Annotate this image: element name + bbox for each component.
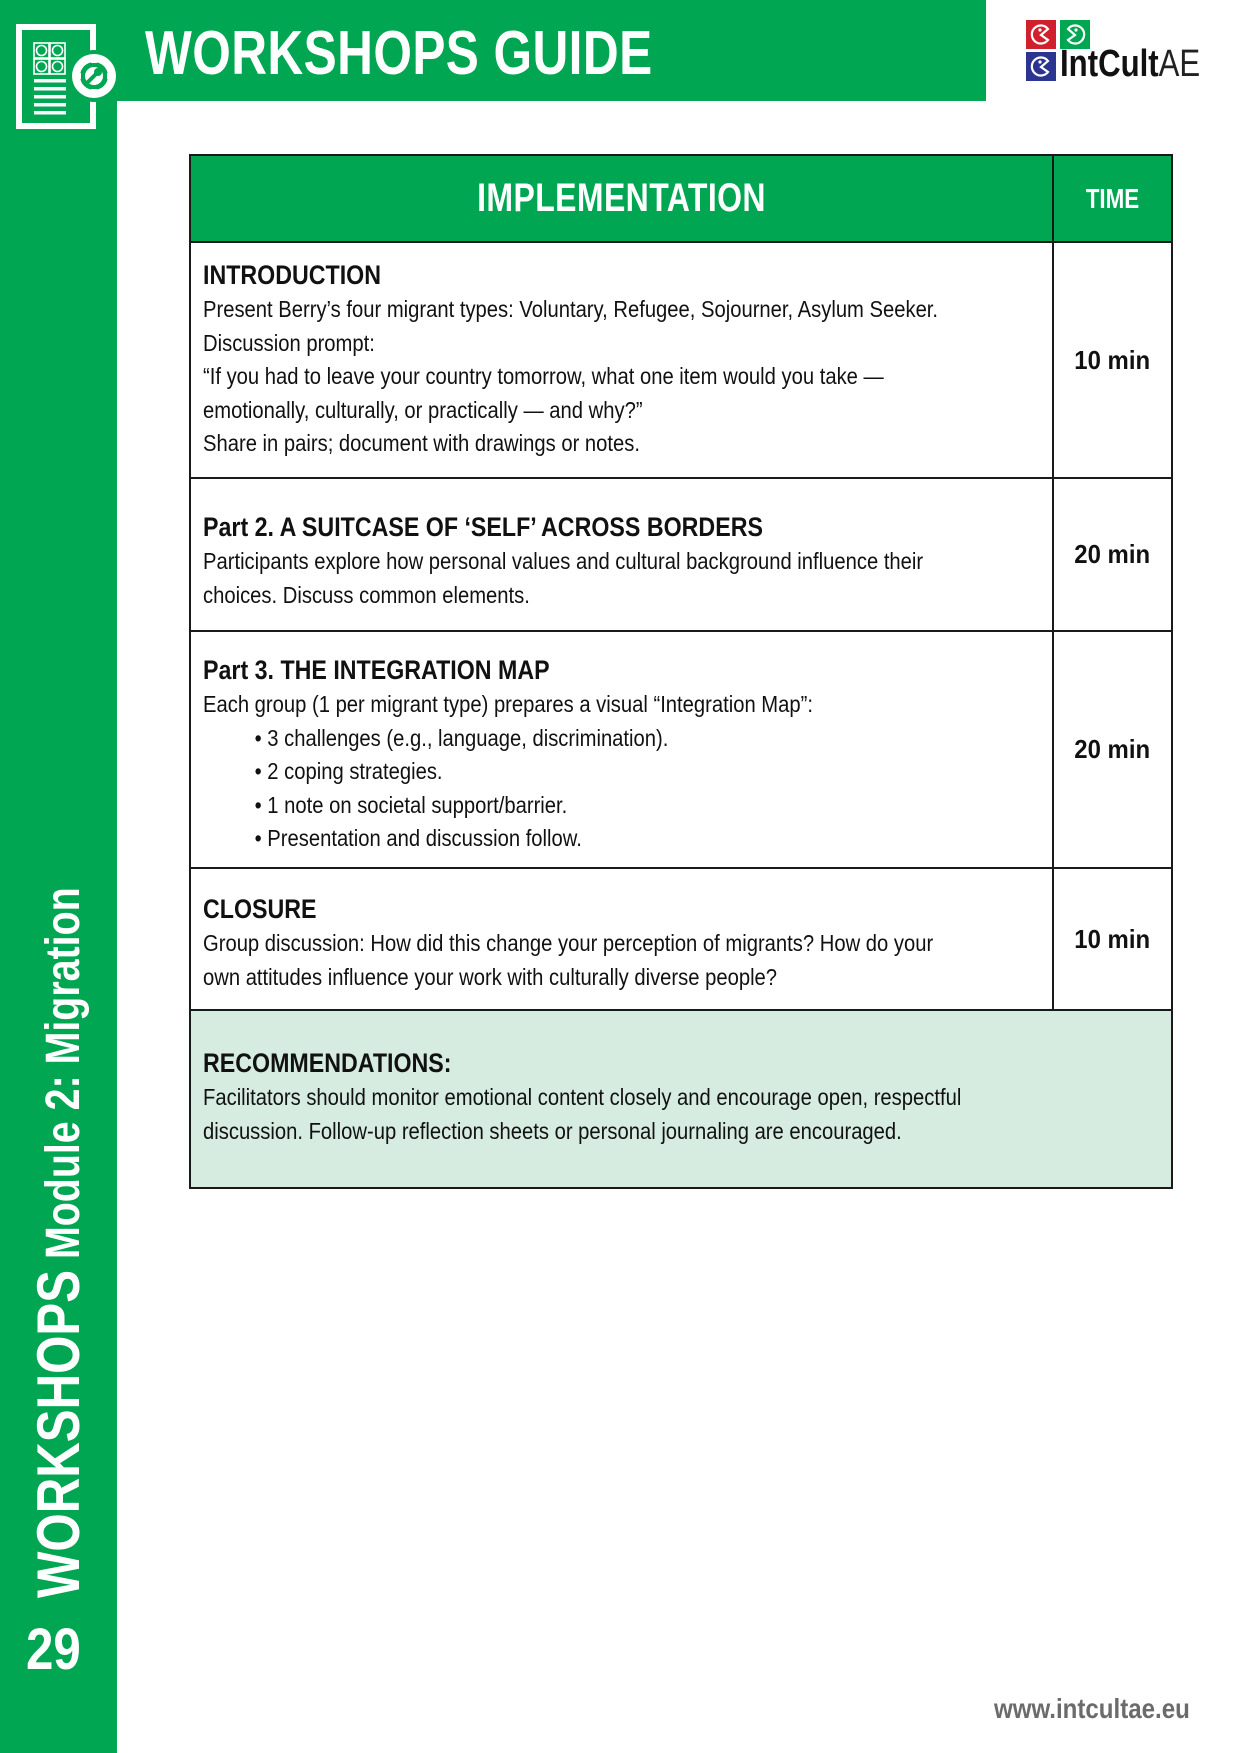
text-line: Share in pairs; document with drawings or notes. bbox=[203, 430, 640, 456]
text-line: Discussion prompt: bbox=[203, 329, 375, 356]
table-row bbox=[190, 631, 1172, 868]
logo-wordmark: IntCultAE bbox=[1060, 43, 1201, 85]
text-line: “If you had to leave your country tomorrow, what one item would you take — bbox=[203, 363, 884, 389]
text-line: Participants explore how personal values and cultural background influence their bbox=[203, 548, 924, 574]
page-title: WORKSHOPS GUIDE bbox=[145, 19, 653, 88]
text-line: Facilitators should monitor emotional content closely and encourage open, respectful bbox=[203, 1084, 962, 1110]
section-title: INTRODUCTION bbox=[203, 260, 382, 290]
recommendations-cell bbox=[190, 1010, 1172, 1188]
page-number: 29 bbox=[26, 1617, 81, 1682]
text-line: Present Berry’s four migrant types: Voluntary, Refugee, Sojourner, Asylum Seeker. bbox=[203, 296, 939, 322]
implementation-table bbox=[189, 154, 1173, 1189]
table-row bbox=[190, 868, 1172, 1010]
recommendations-row bbox=[190, 1010, 1172, 1188]
time-header: TIME bbox=[1053, 155, 1172, 242]
activity-cell bbox=[190, 478, 1053, 631]
table-header-row bbox=[190, 155, 1172, 242]
implementation-header: IMPLEMENTATION bbox=[190, 155, 1053, 242]
text-line: Each group (1 per migrant type) prepares a visual “Integration Map”: bbox=[203, 691, 813, 717]
table-row bbox=[190, 478, 1172, 631]
time-cell: 20 min bbox=[1053, 478, 1172, 631]
text-line: own attitudes influence your work with culturally diverse people? bbox=[203, 963, 778, 990]
workshop-document-gear-icon bbox=[16, 24, 120, 132]
text-line: choices. Discuss common elements. bbox=[203, 581, 530, 608]
section-title: CLOSURE bbox=[203, 894, 317, 924]
time-cell: 20 min bbox=[1053, 631, 1172, 868]
time-cell: 10 min bbox=[1053, 868, 1172, 1010]
text-line: emotionally, culturally, or practically — and why?” bbox=[203, 396, 643, 423]
section-title: Part 3. THE INTEGRATION MAP bbox=[203, 655, 550, 685]
table-row bbox=[190, 242, 1172, 478]
bullet-item: • Presentation and discussion follow. bbox=[254, 825, 582, 851]
footer-website-link[interactable]: www.intcultae.eu bbox=[994, 1693, 1190, 1724]
time-cell: 10 min bbox=[1053, 242, 1172, 478]
bullet-item: • 1 note on societal support/barrier. bbox=[254, 791, 568, 818]
bullet-item: • 2 coping strategies. bbox=[254, 758, 443, 784]
blue-face-icon bbox=[1026, 52, 1056, 81]
activity-cell bbox=[190, 631, 1053, 868]
activity-cell bbox=[190, 868, 1053, 1010]
bullet-item: • 3 challenges (e.g., language, discrimination). bbox=[254, 724, 669, 751]
text-line: Group discussion: How did this change your perception of migrants? How do your bbox=[203, 930, 934, 956]
intcultae-logo bbox=[1026, 20, 1206, 85]
recommendations-title: RECOMMENDATIONS: bbox=[203, 1048, 452, 1078]
activity-cell bbox=[190, 242, 1053, 478]
text-line: discussion. Follow-up reflection sheets or personal journaling are encouraged. bbox=[203, 1117, 902, 1144]
section-title: Part 2. A SUITCASE OF ‘SELF’ ACROSS BORDERS bbox=[203, 512, 763, 542]
sidebar-module-label: WORKSHOPS Module 2: Migration bbox=[25, 887, 92, 1598]
red-face-icon bbox=[1026, 20, 1056, 49]
